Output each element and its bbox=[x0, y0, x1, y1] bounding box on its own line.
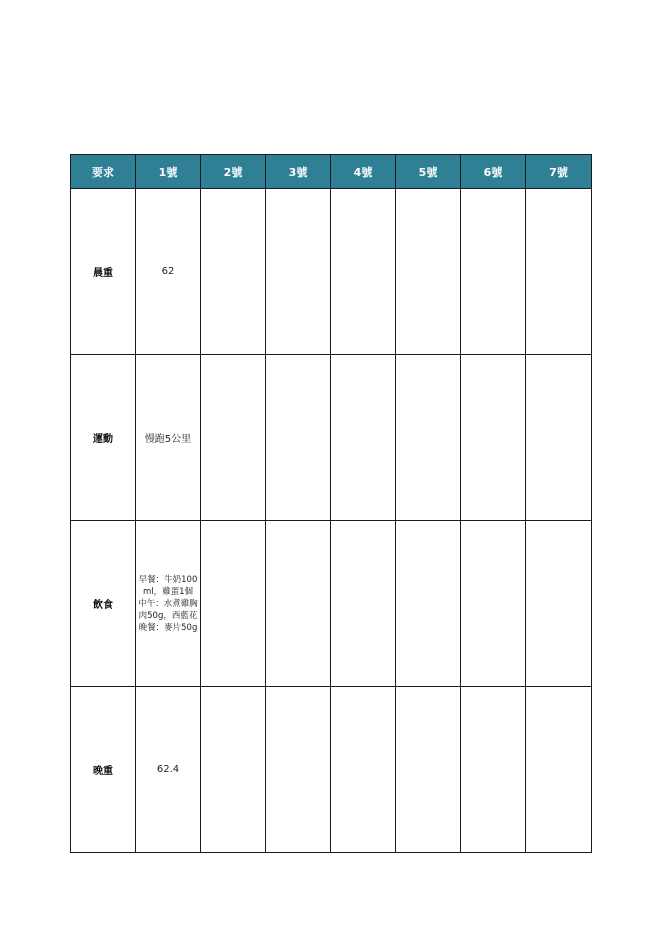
table-row-evening-weight bbox=[71, 687, 592, 853]
cell-diet-day-7[interactable] bbox=[526, 521, 592, 687]
header-day-6: 6號 bbox=[461, 155, 526, 189]
cell-morning-weight-day-4[interactable] bbox=[331, 189, 396, 355]
table-row-diet bbox=[71, 521, 592, 687]
cell-evening-weight-day-7[interactable] bbox=[526, 687, 592, 853]
cell-diet-day-6[interactable] bbox=[461, 521, 526, 687]
diet-breakfast: 早餐：牛奶100ml，雞蛋1個 bbox=[138, 574, 198, 597]
table-row-morning-weight bbox=[71, 189, 592, 355]
row-label-diet: 飲食 bbox=[71, 521, 136, 687]
header-day-4: 4號 bbox=[331, 155, 396, 189]
cell-exercise-day-5[interactable] bbox=[396, 355, 461, 521]
cell-exercise-day-2[interactable] bbox=[201, 355, 266, 521]
cell-evening-weight-day-2[interactable] bbox=[201, 687, 266, 853]
cell-diet-day-1[interactable] bbox=[136, 521, 201, 687]
cell-exercise-day-6[interactable] bbox=[461, 355, 526, 521]
cell-morning-weight-day-7[interactable] bbox=[526, 189, 592, 355]
header-row bbox=[71, 155, 592, 189]
cell-exercise-day-4[interactable] bbox=[331, 355, 396, 521]
header-day-3: 3號 bbox=[266, 155, 331, 189]
table-row-exercise bbox=[71, 355, 592, 521]
cell-morning-weight-day-1[interactable]: 62 bbox=[136, 189, 201, 355]
cell-evening-weight-day-6[interactable] bbox=[461, 687, 526, 853]
weight-tracker-table bbox=[70, 154, 592, 853]
cell-exercise-day-3[interactable] bbox=[266, 355, 331, 521]
cell-morning-weight-day-2[interactable] bbox=[201, 189, 266, 355]
header-day-7: 7號 bbox=[526, 155, 592, 189]
cell-diet-day-2[interactable] bbox=[201, 521, 266, 687]
header-day-2: 2號 bbox=[201, 155, 266, 189]
cell-diet-day-3[interactable] bbox=[266, 521, 331, 687]
row-label-evening-weight: 晚重 bbox=[71, 687, 136, 853]
cell-morning-weight-day-5[interactable] bbox=[396, 189, 461, 355]
cell-evening-weight-day-5[interactable] bbox=[396, 687, 461, 853]
cell-diet-day-5[interactable] bbox=[396, 521, 461, 687]
cell-morning-weight-day-3[interactable] bbox=[266, 189, 331, 355]
header-requirement: 要求 bbox=[71, 155, 136, 189]
header-day-1: 1號 bbox=[136, 155, 201, 189]
diet-dinner: 晚餐：麥片50g bbox=[138, 622, 198, 633]
cell-exercise-day-1[interactable]: 慢跑5公里 bbox=[136, 355, 201, 521]
cell-morning-weight-day-6[interactable] bbox=[461, 189, 526, 355]
cell-evening-weight-day-4[interactable] bbox=[331, 687, 396, 853]
header-day-5: 5號 bbox=[396, 155, 461, 189]
cell-exercise-day-7[interactable] bbox=[526, 355, 592, 521]
row-label-morning-weight: 晨重 bbox=[71, 189, 136, 355]
cell-diet-day-4[interactable] bbox=[331, 521, 396, 687]
cell-evening-weight-day-1[interactable]: 62.4 bbox=[136, 687, 201, 853]
diet-lunch: 中午：水煮雞胸肉50g，西藍花 bbox=[138, 598, 198, 621]
row-label-exercise: 運動 bbox=[71, 355, 136, 521]
cell-evening-weight-day-3[interactable] bbox=[266, 687, 331, 853]
